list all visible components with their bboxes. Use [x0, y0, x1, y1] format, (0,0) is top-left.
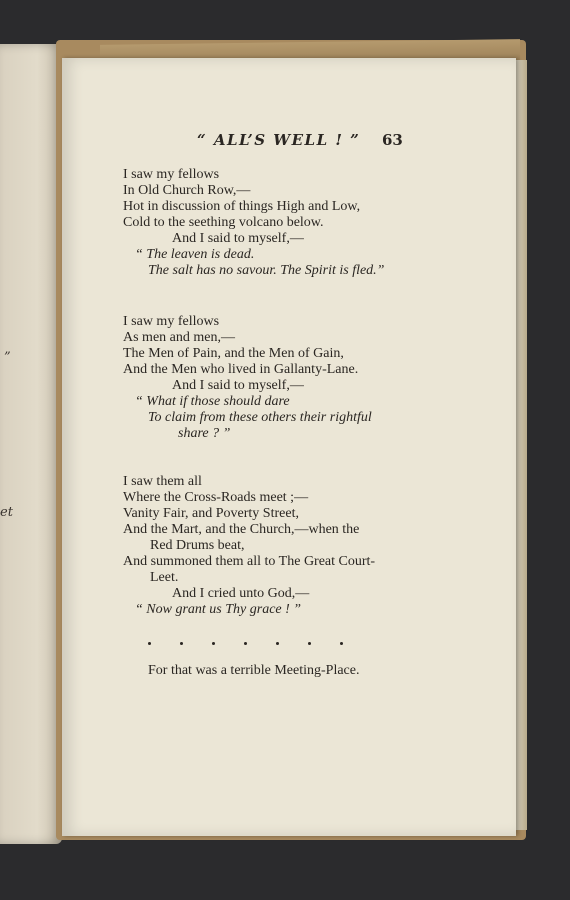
- ellipsis-dots: [148, 630, 372, 649]
- poem-line: As men and men,—: [123, 330, 235, 345]
- poem-line: To claim from these others their rightful: [148, 410, 372, 425]
- dot: [340, 642, 343, 645]
- poem-line: Cold to the seething volcano below.: [123, 215, 324, 230]
- dot: [244, 642, 247, 645]
- poem-line: share ? ”: [178, 426, 231, 441]
- poem-line: Where the Cross-Roads meet ;—: [123, 490, 309, 505]
- facing-page-fragment: et: [0, 505, 13, 520]
- poem-line: I saw them all: [123, 474, 202, 489]
- poem-line: I saw my fellows: [123, 167, 220, 182]
- poem-line: Red Drums beat,: [150, 538, 245, 553]
- dot: [308, 642, 311, 645]
- poem-line: Hot in discussion of things High and Low,: [123, 199, 361, 214]
- dot: [276, 642, 279, 645]
- facing-page: [0, 44, 62, 844]
- dot: [180, 642, 183, 645]
- poem-line: And I said to myself,—: [172, 378, 304, 393]
- closing-line: For that was a terrible Meeting-Place.: [148, 663, 360, 678]
- poem-line: Vanity Fair, and Poverty Street,: [123, 506, 299, 521]
- poem-line: Leet.: [150, 570, 179, 585]
- poem-line: The salt has no savour. The Spirit is fled.”: [148, 263, 385, 278]
- poem-line: And I cried unto God,—: [172, 586, 310, 601]
- poem-line: I saw my fellows: [123, 314, 220, 329]
- dot: [212, 642, 215, 645]
- poem-line: And I said to myself,—: [172, 231, 304, 246]
- poem-line: And the Men who lived in Gallanty-Lane.: [123, 362, 359, 377]
- running-header: “ ALL’S WELL ! ”: [197, 131, 361, 149]
- poem-line: And summoned them all to The Great Court-: [123, 554, 376, 569]
- page-number: 63: [382, 131, 403, 149]
- poem-line: The Men of Pain, and the Men of Gain,: [123, 346, 344, 361]
- poem-line: “ What if those should dare: [135, 394, 290, 409]
- poem-line: In Old Church Row,—: [123, 183, 251, 198]
- poem-line: And the Mart, and the Church,—when the: [123, 522, 360, 537]
- dot: [148, 642, 151, 645]
- poem-line: “ The leaven is dead.: [135, 247, 255, 262]
- facing-page-quote-mark: ”: [4, 350, 11, 365]
- poem-line: “ Now grant us Thy grace ! ”: [135, 602, 302, 617]
